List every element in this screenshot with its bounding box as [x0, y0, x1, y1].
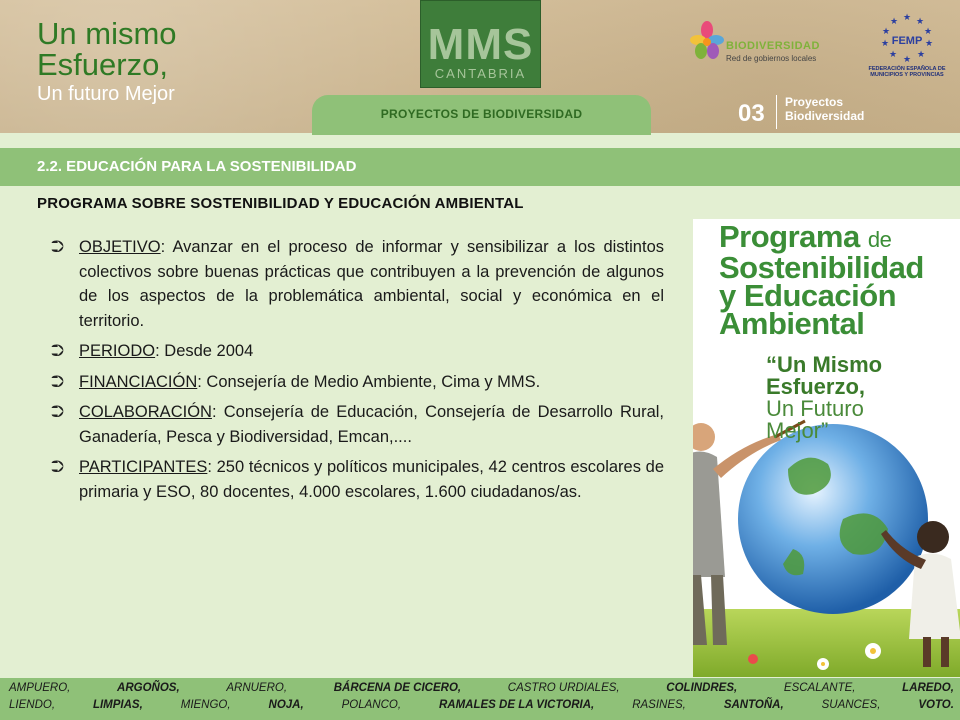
municipality-name: BÁRCENA DE CICERO, [333, 682, 462, 694]
poster-title-4: Ambiental [719, 306, 865, 341]
municipality-name: NOJA, [268, 699, 304, 711]
section-title-line-1: Proyectos [785, 95, 844, 109]
slogan [37, 18, 177, 105]
femp-logo [857, 12, 957, 76]
svg-text:★: ★ [923, 27, 933, 37]
section-title: 2.2. EDUCACIÓN PARA LA SOSTENIBILIDAD [37, 158, 357, 175]
bullet-item [51, 235, 664, 333]
svg-text:★: ★ [889, 17, 899, 27]
municipality-name: MIENGO, [180, 699, 231, 711]
arrow-icon: ⮊ [51, 402, 64, 421]
bullet-key: FINANCIACIÓN [79, 372, 198, 391]
boy-head [693, 423, 715, 451]
bullet-item [51, 455, 664, 504]
municipality-name: SANTOÑA, [723, 699, 784, 711]
footer-row-2 [9, 699, 954, 711]
program-poster-image [693, 219, 960, 677]
femp-logo-text: FEMP [891, 35, 923, 47]
municipality-name: AMPUERO, [9, 682, 71, 694]
arrow-icon: ⮊ [51, 371, 64, 391]
poster-title-1b: de [867, 227, 892, 252]
svg-text:★: ★ [924, 39, 934, 49]
tab-label: PROYECTOS DE BIODIVERSIDAD [380, 107, 583, 121]
bullet-text: : Consejería de Educación, Consejería de Desarrollo Rural, Ganadería, Pesca y Biodiversidad, Emcan,.... [79, 403, 664, 446]
svg-text:★: ★ [881, 27, 891, 37]
slogan-line-3: Un futuro Mejor [37, 83, 175, 105]
municipality-name: VOTO. [918, 699, 954, 711]
poster-quote [766, 354, 882, 442]
svg-text:★: ★ [916, 50, 926, 60]
municipality-name: COLINDRES, [666, 682, 738, 694]
program-title: PROGRAMA SOBRE SOSTENIBILIDAD Y EDUCACIÓN AMBIENTAL [37, 195, 524, 212]
bullet-key: PARTICIPANTES [79, 458, 208, 476]
slogan-line-2: Esfuerzo, [37, 47, 168, 82]
section-bar [0, 148, 960, 186]
svg-text:★: ★ [915, 17, 925, 27]
section-title-line-2: Biodiversidad [785, 109, 865, 123]
poster-quote-4: Mejor” [766, 418, 829, 443]
arrow-icon: ⮊ [51, 341, 64, 360]
mms-cantabria-logo [420, 0, 541, 88]
poster-title-3: y Educación [719, 278, 897, 313]
bullet-text: : Avanzar en el proceso de informar y sensibilizar a los distintos colectivos sobre buenas prácticas que contribuyen a la prevención de algunos de los aspectos de la problemática ambiental, social y económica en el territorio. [79, 238, 664, 330]
logo-small-text: CANTABRIA [434, 66, 527, 81]
municipality-name: LAREDO, [902, 682, 954, 694]
logo-big-text: MMS [427, 20, 534, 69]
footer-row-1 [9, 682, 954, 694]
municipality-name: ARGOÑOS, [117, 682, 180, 694]
municipality-name: LIENDO, [9, 699, 56, 711]
svg-text:★: ★ [902, 13, 912, 23]
bio-logo-subtitle: Red de gobiernos locales [726, 54, 817, 63]
poster-quote-1: “Un Mismo [766, 352, 883, 377]
arrow-icon: ⮊ [51, 457, 64, 476]
bullet-text: : 250 técnicos y políticos municipales, 42 centros escolares de primaria y ESO, 80 docentes, 4.000 escolares, 1.600 ciudadanos/as. [79, 458, 664, 501]
svg-text:★: ★ [880, 39, 890, 49]
poster-quote-3: Un Futuro [766, 396, 864, 421]
section-header-title [785, 95, 864, 123]
globe [738, 424, 928, 614]
bullet-item [51, 339, 664, 364]
municipality-name: SUANCES, [821, 699, 881, 711]
municipality-name: RASINES, [632, 699, 686, 711]
bio-logo-title: BIODIVERSIDAD [726, 40, 820, 52]
slogan-line-1: Un mismo [37, 16, 177, 51]
bullet-key: PERIODO [79, 342, 156, 360]
municipality-name: ESCALANTE, [783, 682, 856, 694]
poster-quote-2: Esfuerzo, [766, 374, 866, 399]
femp-logo-label: FEDERACIÓN ESPAÑOLA DE MUNICIPIOS Y PROVINCIAS [868, 66, 946, 78]
flower-icon [690, 20, 724, 68]
bullet-key: OBJETIVO [79, 238, 161, 256]
section-number: 03 [738, 100, 765, 127]
municipality-name: CASTRO URDIALES, [507, 682, 620, 694]
footer-municipalities [0, 678, 960, 720]
bullet-item [51, 400, 664, 449]
arrow-icon: ⮊ [51, 237, 64, 256]
bullet-key: COLABORACIÓN [79, 403, 212, 421]
poster-title [719, 219, 924, 341]
svg-text:★: ★ [888, 50, 898, 60]
bullet-text: : Consejería de Medio Ambiente, Cima y MMS. [197, 372, 541, 391]
femp-stars-icon [879, 12, 935, 64]
municipality-name: LIMPIAS, [92, 699, 143, 711]
bullet-text: : Desde 2004 [155, 342, 254, 360]
poster-title-1: Programa [719, 219, 860, 254]
girl-head [917, 521, 949, 553]
section-divider [776, 95, 777, 129]
header-banner [0, 0, 960, 133]
poster-title-2: Sostenibilidad [719, 250, 924, 285]
municipality-name: RAMALES DE LA VICTORIA, [438, 699, 595, 711]
tab-proyectos-biodiversidad[interactable] [312, 95, 651, 135]
bullet-item [51, 370, 664, 395]
biodiversidad-logo [690, 20, 842, 68]
svg-text:★: ★ [902, 55, 912, 64]
municipality-name: ARNUERO, [226, 682, 288, 694]
municipality-name: POLANCO, [341, 699, 402, 711]
bullet-list [51, 235, 664, 510]
